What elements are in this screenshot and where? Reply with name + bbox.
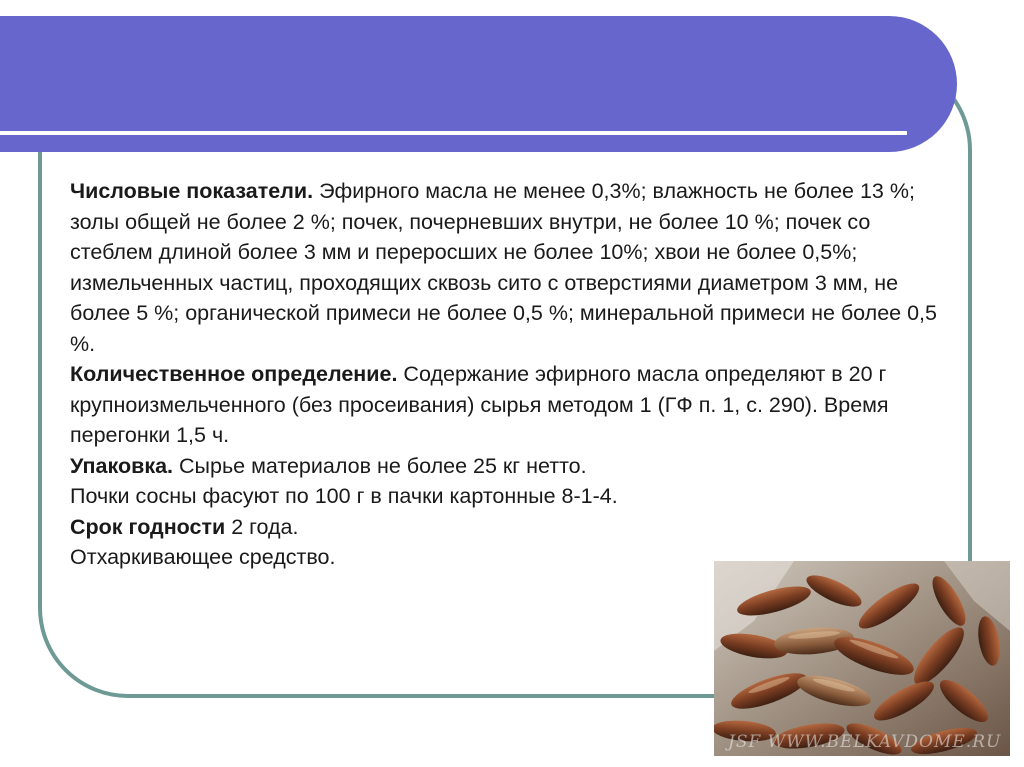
slide-body [70,176,950,573]
heading-shelf-life: Срок годности [70,514,226,539]
pine-buds-photo [714,561,1010,756]
heading-packaging: Упаковка. [70,453,174,478]
text-shelf-life: 2 года. [225,514,299,539]
text-packaging: Сырье материалов не более 25 кг нетто. [173,453,587,478]
paragraph-numeric-indicators [70,176,950,359]
text-numeric-indicators: Эфирного масла не менее 0,3%; влажность не более 13 %; золы общей не более 2 %; почек, почерневших внутри, не более 10 %; почек со стеблем длиной более 3 мм и переросших не более 10%; хвои не более 0,5%; измельченных частиц, проходящих сквозь сито с отверстиями диаметром 3 мм, не более 5 %; органической примеси не более 0,5 %; минеральной примеси не более 0,5 %. [70,179,937,356]
paragraph-quantitative-determination [70,359,950,451]
photo-watermark: JSF WWW.BELKAVDOME.RU [728,732,1002,752]
text-usage: Отхаркивающее средство. [70,545,336,569]
paragraph-shelf-life [70,512,950,543]
paragraph-packaging [70,451,950,482]
heading-quantitative-determination: Количественное определение. [70,362,398,386]
text-packing-details: Почки сосны фасуют по 100 г в пачки картонные 8-1-4. [70,484,618,508]
pine-buds-image [714,561,1010,756]
heading-numeric-indicators: Числовые показатели. [70,179,314,203]
header-divider-line [0,131,907,135]
paragraph-packing-details [70,481,950,512]
text-quantitative-determination: Содержание эфирного масла определяют в 20 г крупноизмельченного (без просеивания) сырья методом 1 (ГФ п. 1, с. 290). Время перегонки 1,5 ч. [70,362,889,447]
